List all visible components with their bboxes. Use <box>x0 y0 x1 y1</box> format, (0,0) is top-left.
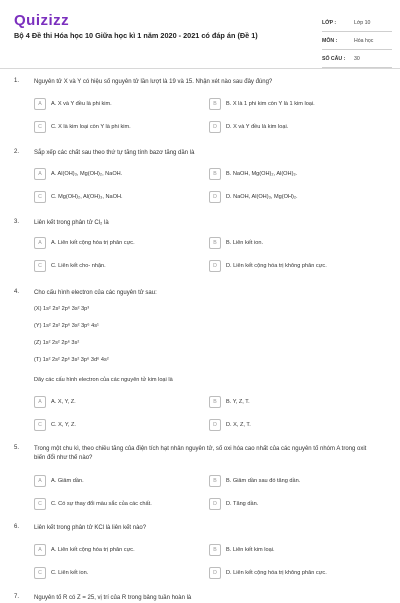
brand-logo: Quizizz <box>14 12 70 29</box>
option-c[interactable] <box>34 566 204 580</box>
option-b[interactable] <box>209 236 379 250</box>
option-text: B. Liên kết ion. <box>226 240 264 246</box>
question-number: 3. <box>14 219 20 225</box>
option-b[interactable] <box>209 543 379 557</box>
question-number: 1. <box>14 78 20 84</box>
option-letter: A <box>34 475 46 487</box>
option-letter: D <box>209 498 221 510</box>
option-letter: D <box>209 260 221 272</box>
option-letter: C <box>34 567 46 579</box>
option-letter: D <box>209 121 221 133</box>
question-1 <box>14 78 386 142</box>
header-divider <box>0 68 400 69</box>
option-text: D. Liên kết cộng hóa trị không phân cực. <box>226 263 327 269</box>
option-text: C. X là kim loại còn Y là phi kim. <box>51 124 131 130</box>
option-text: C. Liên kết ion. <box>51 570 89 576</box>
option-letter: D <box>209 191 221 203</box>
option-text: B. Liên kết kim loại. <box>226 547 275 553</box>
option-b[interactable] <box>209 474 379 488</box>
option-text: B. Giảm dần sau đó tăng dần. <box>226 478 301 484</box>
option-text: D. X, Z, T. <box>226 422 251 428</box>
option-c[interactable] <box>34 497 204 511</box>
question-2 <box>14 149 386 213</box>
option-d[interactable] <box>209 497 379 511</box>
option-text: A. Liên kết cộng hóa trị phân cực. <box>51 240 135 246</box>
meta-label: SỐ CÂU : <box>322 55 346 62</box>
question-5 <box>14 445 386 517</box>
option-text: C. Liên kết cho- nhận. <box>51 263 106 269</box>
question-3 <box>14 219 386 283</box>
option-text: A. X và Y đều là phi kim. <box>51 101 112 107</box>
question-text: Nguyên tố R có Z = 25, vị trí của R trong bảng tuần hoàn là <box>34 595 192 601</box>
option-d[interactable] <box>209 418 379 432</box>
option-letter: A <box>34 168 46 180</box>
option-letter: C <box>34 121 46 133</box>
option-d[interactable] <box>209 566 379 580</box>
question-number: 5. <box>14 445 20 451</box>
option-letter: D <box>209 567 221 579</box>
meta-table <box>322 14 392 68</box>
option-b[interactable] <box>209 167 379 181</box>
option-c[interactable] <box>34 418 204 432</box>
question-number: 6. <box>14 524 20 530</box>
meta-value: 30 <box>354 55 360 62</box>
option-b[interactable] <box>209 395 379 409</box>
option-letter: D <box>209 419 221 431</box>
config-line-z: (Z) 1s² 2s² 2p⁶ 3s² <box>34 340 80 346</box>
question-number: 4. <box>14 289 20 295</box>
question-text: Sắp xếp các chất sau theo thứ tự tăng tính bazơ tăng dần là <box>34 150 195 156</box>
meta-row-class <box>322 14 392 32</box>
option-letter: A <box>34 98 46 110</box>
option-text: D. NaOH, Al(OH)₃, Mg(OH)₂. <box>226 194 298 200</box>
meta-label: MÔN : <box>322 37 338 44</box>
option-a[interactable] <box>34 543 204 557</box>
meta-row-subject <box>322 32 392 50</box>
option-letter: C <box>34 191 46 203</box>
option-d[interactable] <box>209 120 379 134</box>
option-text: A. X, Y, Z. <box>51 399 76 405</box>
option-letter: B <box>209 98 221 110</box>
meta-label: LỚP : <box>322 19 337 26</box>
option-text: B. Y, Z, T. <box>226 399 250 405</box>
option-a[interactable] <box>34 474 204 488</box>
config-line-y: (Y) 1s² 2s² 2p⁶ 3s² 3p⁶ 4s¹ <box>34 323 99 329</box>
question-text: Trong một chu kì, theo chiều tăng của điện tích hạt nhân nguyên tử, số oxi hóa cao nhất của các nguyên tố nhóm A trong oxit biến đổi như thế nào? <box>34 446 367 461</box>
option-letter: B <box>209 168 221 180</box>
question-text: Liên kết trong phân tử KCl là liên kết nào? <box>34 525 147 531</box>
question-text: Liên kết trong phân tử Cl₂ là <box>34 220 109 226</box>
option-text: B. NaOH, Mg(OH)₂, Al(OH)₃. <box>226 171 298 177</box>
option-letter: A <box>34 237 46 249</box>
option-letter: B <box>209 396 221 408</box>
config-line-x: (X) 1s² 2s² 2p⁶ 3s² 3p³ <box>34 306 90 312</box>
option-letter: B <box>209 475 221 487</box>
option-letter: C <box>34 260 46 272</box>
meta-row-count <box>322 50 392 68</box>
option-c[interactable] <box>34 190 204 204</box>
option-b[interactable] <box>209 97 379 111</box>
option-a[interactable] <box>34 167 204 181</box>
option-letter: B <box>209 237 221 249</box>
meta-value: Lớp 10 <box>354 19 371 26</box>
option-text: A. Liên kết cộng hóa trị phân cực. <box>51 547 135 553</box>
option-d[interactable] <box>209 190 379 204</box>
question-4 <box>14 289 386 434</box>
meta-value: Hóa học <box>354 37 374 44</box>
option-text: C. Có sự thay đổi màu sắc của các chất. <box>51 501 152 507</box>
question-text: Cho cấu hình electron của các nguyên tử sau: <box>34 290 157 296</box>
question-number: 7. <box>14 594 20 600</box>
option-d[interactable] <box>209 259 379 273</box>
option-text: D. X và Y đều là kim loại. <box>226 124 289 130</box>
option-letter: C <box>34 419 46 431</box>
question-6 <box>14 524 386 588</box>
document-header <box>0 0 400 64</box>
option-letter: B <box>209 544 221 556</box>
option-text: A. Giảm dần. <box>51 478 84 484</box>
option-a[interactable] <box>34 97 204 111</box>
question-text: Nguyên tử X và Y có hiệu số nguyên tử lần lượt là 19 và 15. Nhận xét nào sau đây đúng? <box>34 79 273 85</box>
option-text: B. X là 1 phi kim còn Y là 1 kim loại. <box>226 101 315 107</box>
option-letter: A <box>34 396 46 408</box>
option-text: A. Al(OH)₃, Mg(OH)₂, NaOH. <box>51 171 123 177</box>
option-text: C. Mg(OH)₂, Al(OH)₃, NaOH. <box>51 194 123 200</box>
page-title: Bộ 4 Đề thi Hóa học 10 Giữa học kì 1 năm 2020 - 2021 có đáp án (Đề 1) <box>14 31 258 40</box>
question-subtext: Dãy các cấu hình electron của các nguyên tử kim loại là <box>34 377 173 383</box>
option-letter: C <box>34 498 46 510</box>
option-c[interactable] <box>34 120 204 134</box>
option-text: C. X, Y, Z. <box>51 422 76 428</box>
option-a[interactable] <box>34 395 204 409</box>
config-line-t: (T) 1s² 2s² 2p⁶ 3s² 3p⁶ 3d⁶ 4s² <box>34 357 109 363</box>
question-number: 2. <box>14 149 20 155</box>
option-c[interactable] <box>34 259 204 273</box>
question-7 <box>14 594 386 600</box>
option-letter: A <box>34 544 46 556</box>
option-a[interactable] <box>34 236 204 250</box>
option-text: D. Liên kết cộng hóa trị không phân cực. <box>226 570 327 576</box>
option-text: D. Tăng dần. <box>226 501 259 507</box>
